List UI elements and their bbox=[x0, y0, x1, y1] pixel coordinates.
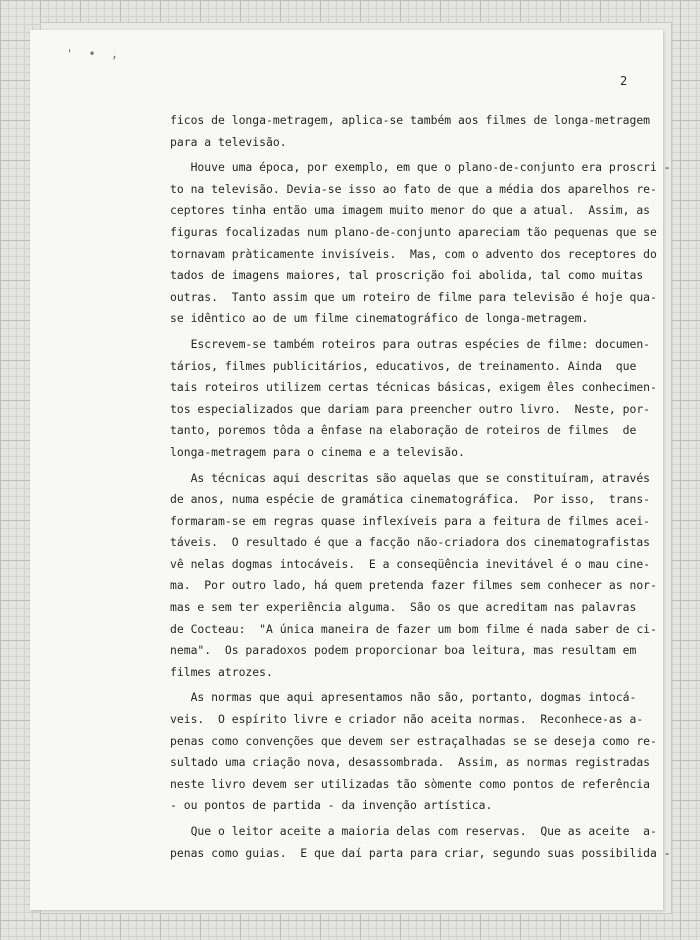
text-line: tários, filmes publicitários, educativos, de treinamento. Ainda que bbox=[170, 358, 637, 373]
text-line: filmes atrozes. bbox=[170, 664, 273, 679]
text-line: neste livro devem ser utilizadas tão sòmente como pontos de referência bbox=[170, 776, 651, 791]
text-line: Houve uma época, por exemplo, em que o plano-de-conjunto era proscri - bbox=[170, 160, 671, 175]
text-line: tanto, poremos tôda a ênfase na elaboração de roteiros de filmes de bbox=[170, 423, 637, 438]
paragraph bbox=[170, 334, 657, 464]
text-line: tais roteiros utilizem certas técnicas básicas, exigem êles conhecimen- bbox=[170, 380, 657, 395]
text-line: se idêntico ao de um filme cinematográfico de longa-metragem. bbox=[170, 311, 589, 326]
text-line: ceptores tinha então uma imagem muito menor do que a atual. Assim, as bbox=[170, 203, 651, 218]
paragraph bbox=[170, 687, 657, 817]
text-line: ficos de longa-metragem, aplica-se também aos filmes de longa-metragem bbox=[170, 113, 651, 127]
text-line: mas e sem ter experiência alguma. São os que acreditam nas palavras bbox=[170, 600, 637, 615]
text-line: As técnicas aqui descritas são aquelas que se constituíram, através bbox=[170, 470, 651, 485]
text-line: As normas que aqui apresentamos não são, portanto, dogmas intocá- bbox=[170, 690, 637, 705]
text-line: tornavam pràticamente invisíveis. Mas, com o advento dos receptores do bbox=[170, 246, 657, 261]
text-line: para a televisão. bbox=[170, 134, 287, 149]
text-line: ma. Por outro lado, há quem pretenda fazer filmes sem conhecer as nor- bbox=[170, 578, 657, 593]
page-number: 2 bbox=[620, 74, 628, 88]
text-line: Escrevem-se também roteiros para outras espécies de filme: documen- bbox=[170, 336, 651, 351]
text-line: de anos, numa espécie de gramática cinematográfica. Por isso, trans- bbox=[170, 492, 651, 507]
text-line: formaram-se em regras quase inflexíveis para a feitura de filmes acei- bbox=[170, 513, 651, 528]
text-line: veis. O espírito livre e criador não aceita normas. Reconhece-as a- bbox=[170, 712, 644, 727]
text-line: penas como guias. E que daí parta para criar, segundo suas possibilida - bbox=[170, 845, 671, 860]
text-line: figuras focalizadas num plano-de-conjunto apareciam tão pequenas que se bbox=[170, 224, 657, 239]
paragraph bbox=[170, 821, 671, 864]
text-line: - ou pontos de partida - da invenção artística. bbox=[170, 798, 493, 813]
paragraph bbox=[170, 110, 651, 153]
text-line: penas como convenções que devem ser estraçalhadas se se deseja como re- bbox=[170, 733, 657, 748]
body-text bbox=[170, 110, 671, 864]
text-line: tos especializados que dariam para preencher outro livro. Neste, por- bbox=[170, 401, 651, 416]
text-line: tados de imagens maiores, tal proscrição foi abolida, tal como muitas bbox=[170, 268, 644, 283]
text-line: táveis. O resultado é que a facção não-criadora dos cinematografistas bbox=[170, 535, 651, 550]
text-line: de Cocteau: "A única maneira de fazer um bom filme é nada saber de ci- bbox=[170, 621, 657, 636]
text-line: nema". Os paradoxos podem proporcionar boa leitura, mas resultam em bbox=[170, 643, 637, 658]
text-line: to na televisão. Devia-se isso ao fato de que a média dos aparelhos re- bbox=[170, 181, 657, 196]
corner-pencil-marks: ' • , bbox=[66, 47, 123, 61]
paragraph bbox=[170, 468, 657, 684]
paragraph bbox=[170, 157, 671, 330]
text-line: outras. Tanto assim que um roteiro de filme para televisão é hoje qua- bbox=[170, 289, 657, 304]
text-line: longa-metragem para o cinema e a televisão. bbox=[170, 444, 465, 459]
text-line: sultado uma criação nova, desassombrada. Assim, as normas registradas bbox=[170, 755, 651, 770]
text-line: vê nelas dogmas intocáveis. E a conseqüência inevitável é o mau cine- bbox=[170, 556, 651, 571]
text-line: Que o leitor aceite a maioria delas com reservas. Que as aceite a- bbox=[170, 824, 657, 838]
